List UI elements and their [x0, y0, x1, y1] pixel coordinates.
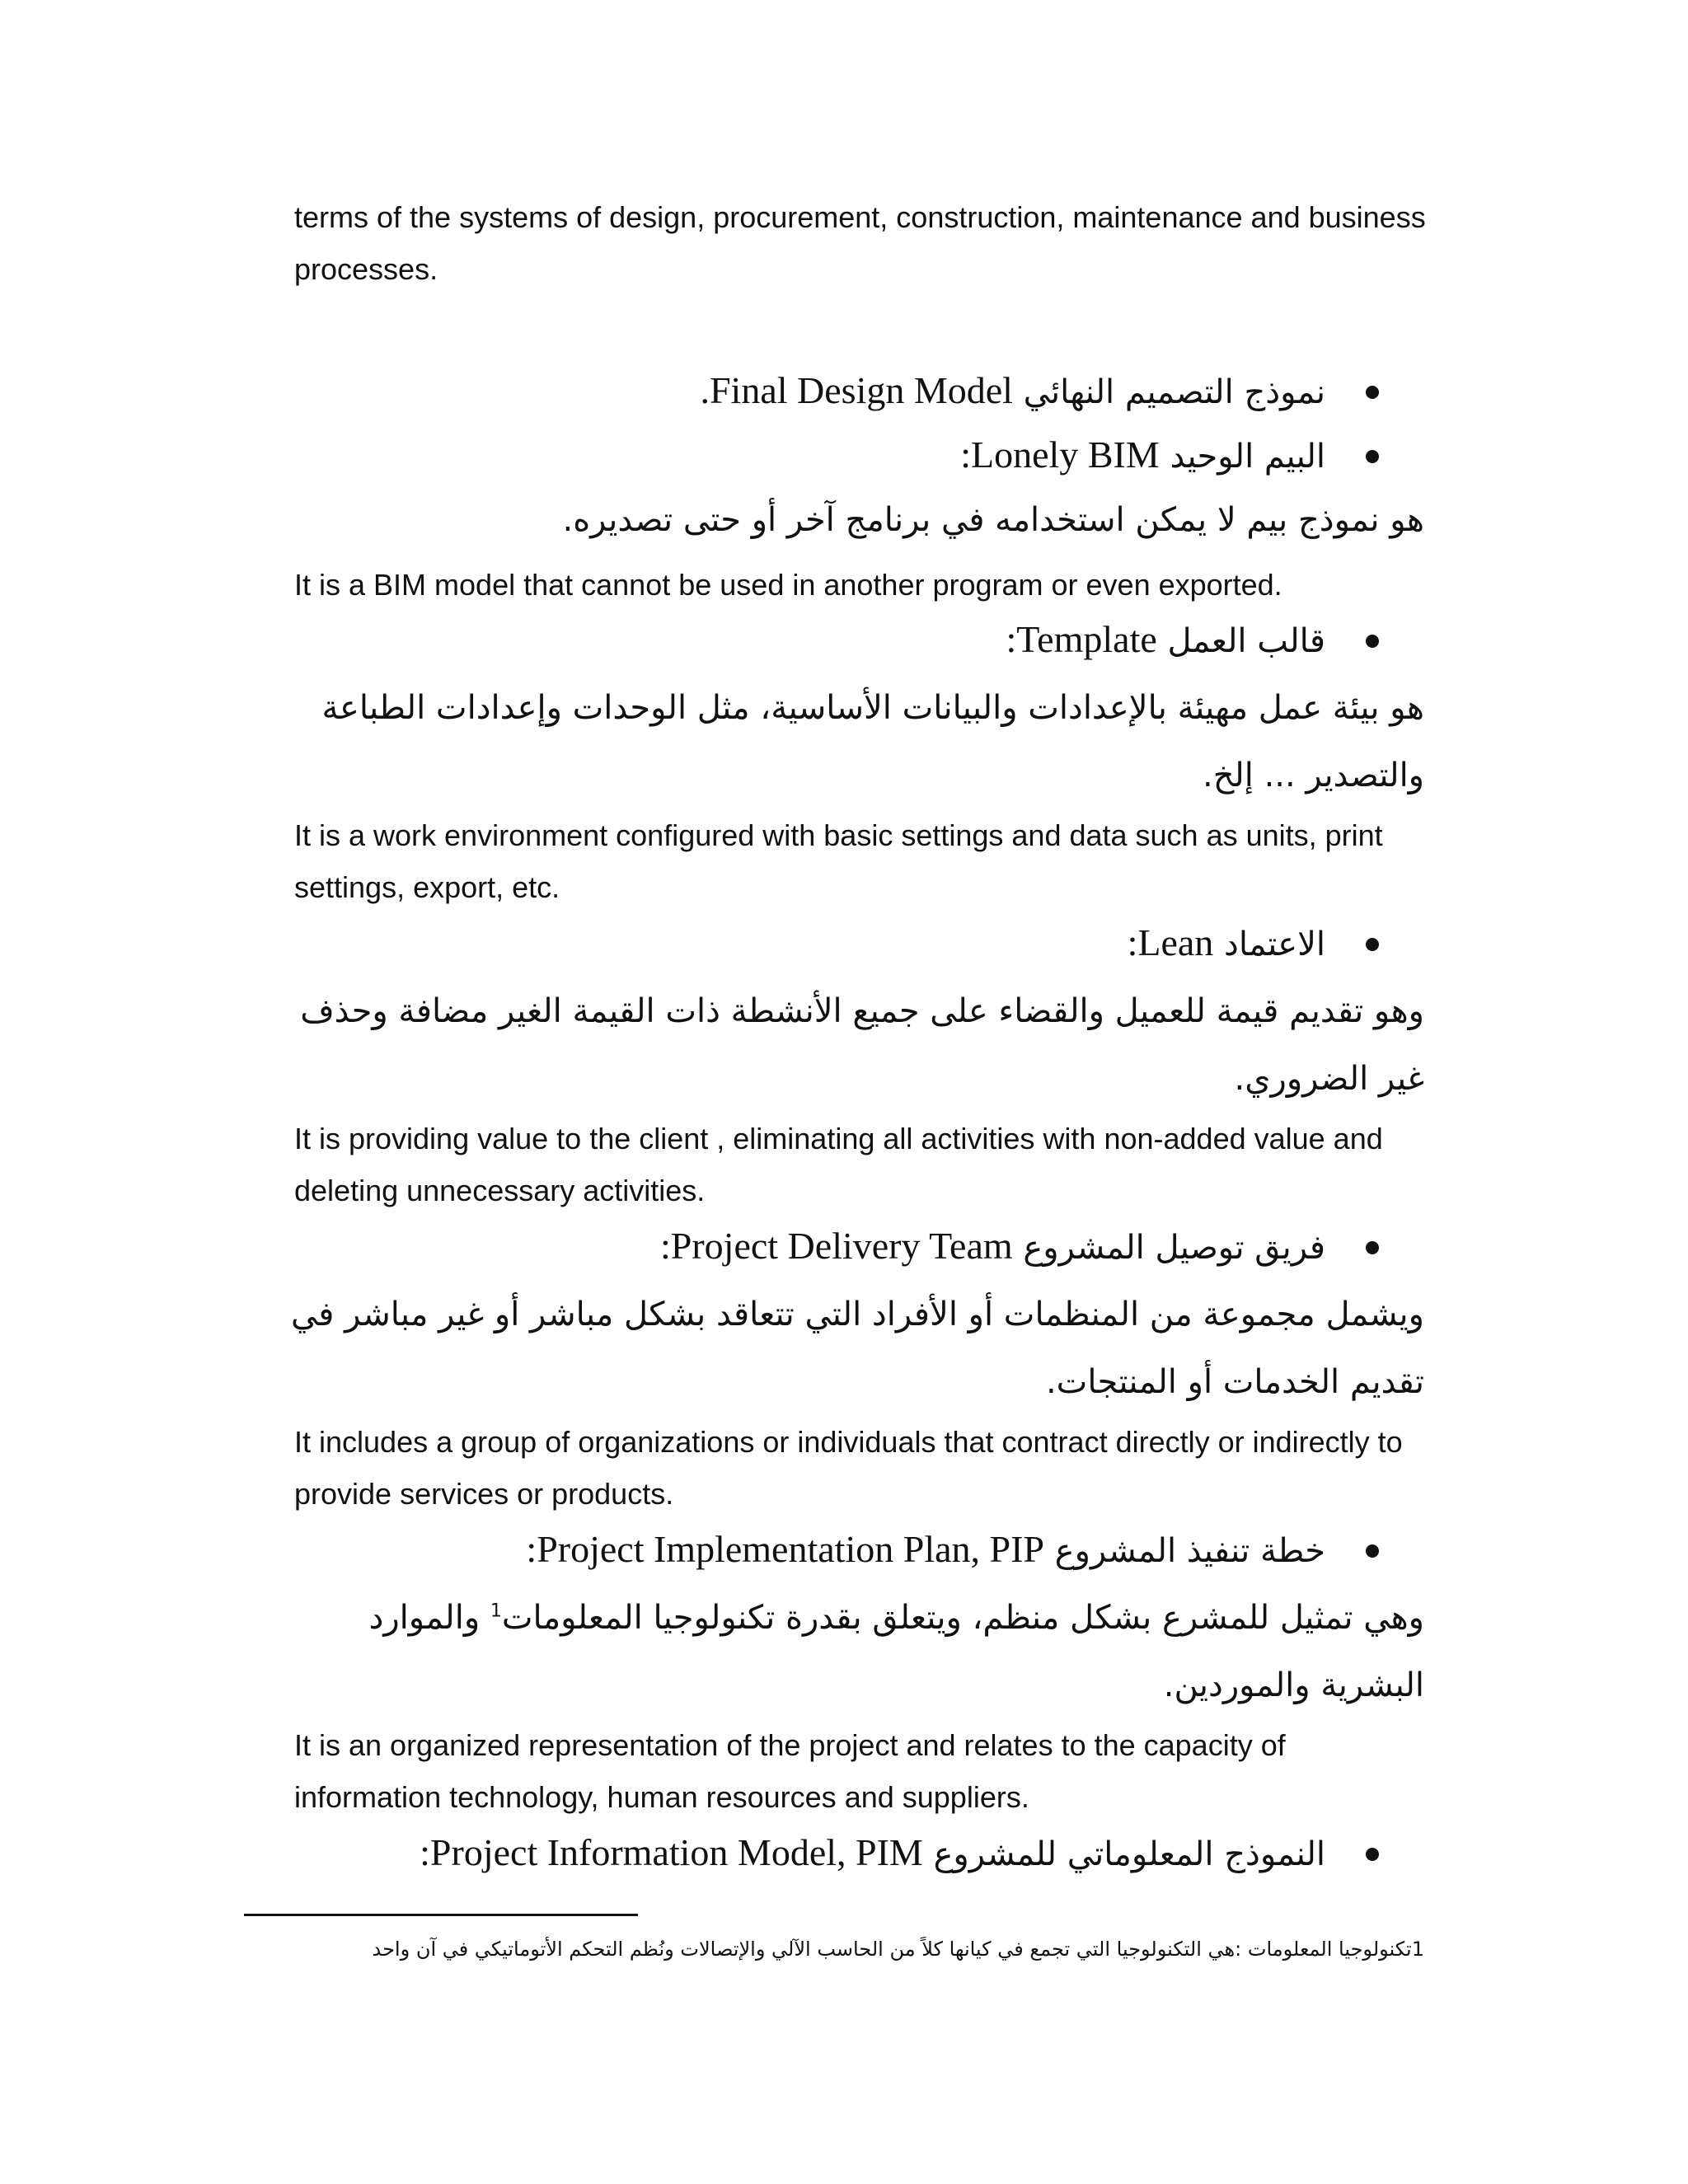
bullet-icon: [1366, 635, 1379, 648]
arabic-definition: هو نموذج بيم لا يمكن استخدامه في برنامج آخر أو حتى تصديره.: [562, 501, 1424, 539]
term-heading-final-design-model: [254, 366, 1325, 417]
term-heading-project-implementation-plan: [254, 1525, 1325, 1576]
arabic-definition: هو بيئة عمل مهيئة بالإعدادات والبيانات الأساسية، مثل الوحدات وإعدادات الطباعة والتصدير ... إلخ.: [321, 689, 1424, 794]
term-punct: :: [1127, 921, 1138, 963]
term-punct: :: [526, 1528, 537, 1570]
term-arabic: النموذج المعلوماتي للمشروع: [933, 1835, 1325, 1873]
term-heading-lean: [254, 918, 1325, 969]
bullet-icon: [1366, 1241, 1379, 1254]
arabic-definition: ويشمل مجموعة من المنظمات أو الأفراد التي تتعاقد بشكل مباشر أو غير مباشر في تقديم الخدمات أو المنتجات.: [290, 1296, 1424, 1401]
intro-paragraph: terms of the systems of design, procurement, construction, maintenance and business processes.: [294, 200, 1426, 286]
bullet-icon: [1366, 450, 1379, 463]
bullet-icon: [1366, 1848, 1379, 1861]
english-definition: It is an organized representation of the project and relates to the capacity of information technology, human resources and suppliers.: [294, 1728, 1286, 1814]
bullet-icon: [1366, 938, 1379, 951]
term-arabic: البيم الوحيد: [1170, 438, 1325, 476]
english-definition: It is a work environment configured with basic settings and data such as units, print settings, export, etc.: [294, 818, 1383, 904]
term-arabic: فريق توصيل المشروع: [1023, 1229, 1325, 1267]
term-punct: :: [659, 1225, 671, 1267]
bullet-icon: [1366, 1544, 1379, 1558]
term-english: Project Implementation Plan, PIP: [537, 1528, 1044, 1570]
term-punct: .: [700, 369, 710, 411]
english-definition: It is a BIM model that cannot be used in another program or even exported.: [294, 568, 1282, 602]
english-definition: It is providing value to the client , eliminating all activities with non-added value and deleting unnecessary activities.: [294, 1122, 1383, 1207]
arabic-definition-text: والموارد البشرية والموردين.: [368, 1599, 1424, 1704]
bullet-icon: [1366, 386, 1379, 399]
term-heading-lonely-bim: [254, 430, 1325, 481]
term-english: Project Delivery Team: [670, 1225, 1013, 1267]
term-punct: :: [420, 1831, 430, 1873]
arabic-definition: [287, 1584, 1424, 1719]
term-english: Lean: [1137, 921, 1214, 963]
footnote-text: تكنولوجيا المعلومات :هي التكنولوجيا التي تجمع في كيانها كلاً من الحاسب الآلي والإتصالات ونُظم التحكم الأتوماتيكي في آن واحد: [372, 1938, 1412, 1961]
footnote-separator: [244, 1914, 638, 1916]
term-arabic: نموذج التصميم النهائي: [1023, 373, 1325, 411]
term-arabic: خطة تنفيذ المشروع: [1054, 1532, 1325, 1570]
term-heading-project-information-model: [254, 1828, 1325, 1879]
footnote: [229, 1933, 1424, 1966]
term-punct: :: [960, 434, 972, 476]
term-heading-project-delivery-team: [254, 1221, 1325, 1272]
term-english: Lonely BIM: [971, 434, 1160, 476]
footnote-marker: 1: [1411, 1938, 1424, 1961]
english-definition: It includes a group of organizations or individuals that contract directly or indirectly to provide services or products.: [294, 1425, 1403, 1511]
term-punct: :: [1006, 618, 1017, 660]
footnote-reference[interactable]: 1: [490, 1601, 502, 1622]
arabic-definition-text: وهي تمثيل للمشرع بشكل منظم، ويتعلق بقدرة تكنولوجيا المعلومات: [501, 1599, 1424, 1637]
term-english: Project Information Model, PIM: [429, 1831, 923, 1873]
term-heading-template: [254, 615, 1325, 666]
arabic-definition: وهو تقديم قيمة للعميل والقضاء على جميع الأنشطة ذات القيمة الغير مضافة وحذف غير الضروري.: [300, 992, 1424, 1098]
term-english: Final Design Model: [709, 369, 1013, 411]
term-english: Template: [1016, 618, 1157, 660]
term-arabic: قالب العمل: [1167, 622, 1325, 660]
term-arabic: الاعتماد: [1224, 926, 1325, 963]
